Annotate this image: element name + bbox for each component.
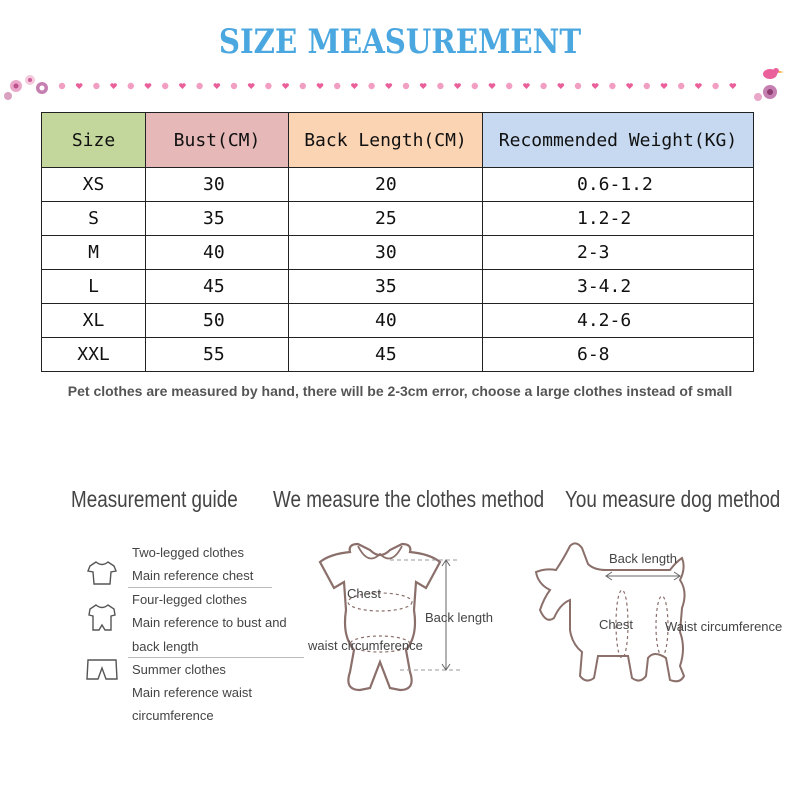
dog-back-length-label: Back length bbox=[609, 551, 677, 566]
cell-weight: 0.6-1.2 bbox=[483, 168, 754, 202]
table-row bbox=[42, 236, 754, 270]
header-recommended-weight: Recommended Weight(KG) bbox=[483, 113, 754, 168]
border-heart bbox=[523, 83, 530, 89]
cell-bust: 50 bbox=[146, 304, 289, 338]
guide-item-line: Main reference to bust and bbox=[132, 615, 287, 630]
cell-back-length: 20 bbox=[289, 168, 483, 202]
measurement-note: Pet clothes are measured by hand, there will be 2-3cm error, choose a large clothes instead of small bbox=[67, 383, 733, 399]
cell-size: XL bbox=[42, 304, 146, 338]
header-size: Size bbox=[42, 113, 146, 168]
border-dot bbox=[712, 83, 718, 89]
border-dot bbox=[506, 83, 512, 89]
clothes-method-heading: We measure the clothes method bbox=[273, 486, 545, 512]
cell-size: XS bbox=[42, 168, 146, 202]
clothes-waist-label: waist circumference bbox=[308, 638, 423, 653]
border-heart bbox=[661, 83, 668, 89]
dog-chest-label: Chest bbox=[599, 617, 633, 632]
table-row bbox=[42, 304, 754, 338]
cell-bust: 35 bbox=[146, 202, 289, 236]
page-title: SIZE MEASUREMENT bbox=[218, 22, 582, 62]
guide-item-line: Main reference chest bbox=[132, 568, 254, 583]
cell-size: S bbox=[42, 202, 146, 236]
guide-item-title: Summer clothes bbox=[132, 662, 226, 677]
border-heart bbox=[179, 83, 186, 89]
cell-back-length: 30 bbox=[289, 236, 483, 270]
table-header-row bbox=[42, 113, 754, 168]
header-back-length: Back Length(CM) bbox=[289, 113, 483, 168]
cell-size: XXL bbox=[42, 338, 146, 372]
cell-weight: 1.2-2 bbox=[483, 202, 754, 236]
border-dot bbox=[540, 83, 546, 89]
border-heart bbox=[317, 83, 324, 89]
border-dot bbox=[334, 83, 340, 89]
cell-bust: 40 bbox=[146, 236, 289, 270]
decorative-dot-border bbox=[0, 64, 800, 108]
border-dot bbox=[59, 83, 65, 89]
header-bust: Bust(CM) bbox=[146, 113, 289, 168]
border-heart bbox=[626, 83, 633, 89]
border-heart bbox=[282, 83, 289, 89]
four-leg-shirt-icon bbox=[86, 603, 118, 633]
border-dot bbox=[368, 83, 374, 89]
border-dot bbox=[644, 83, 650, 89]
border-heart bbox=[557, 83, 564, 89]
border-dot bbox=[300, 83, 306, 89]
table-row bbox=[42, 168, 754, 202]
border-heart bbox=[695, 83, 702, 89]
table-row bbox=[42, 338, 754, 372]
border-heart bbox=[351, 83, 358, 89]
cell-weight: 3-4.2 bbox=[483, 270, 754, 304]
cell-back-length: 25 bbox=[289, 202, 483, 236]
border-dot bbox=[231, 83, 237, 89]
border-heart bbox=[248, 83, 255, 89]
cell-back-length: 40 bbox=[289, 304, 483, 338]
cell-weight: 4.2-6 bbox=[483, 304, 754, 338]
border-heart bbox=[454, 83, 461, 89]
border-heart bbox=[213, 83, 220, 89]
border-heart bbox=[385, 83, 392, 89]
border-dot bbox=[403, 83, 409, 89]
border-heart bbox=[145, 83, 152, 89]
dot-row bbox=[59, 83, 736, 89]
dog-method-heading: You measure dog method bbox=[565, 486, 781, 512]
border-heart bbox=[110, 83, 117, 89]
border-heart bbox=[489, 83, 496, 89]
guide-item-title: Two-legged clothes bbox=[132, 545, 245, 560]
guide-divider bbox=[128, 657, 304, 658]
flower-cluster-left-icon bbox=[4, 75, 48, 100]
cell-bust: 55 bbox=[146, 338, 289, 372]
cell-back-length: 35 bbox=[289, 270, 483, 304]
clothes-outline-icon bbox=[320, 544, 440, 690]
guide-item-line: Main reference waist bbox=[132, 685, 252, 700]
cell-size: M bbox=[42, 236, 146, 270]
cell-size: L bbox=[42, 270, 146, 304]
border-dot bbox=[472, 83, 478, 89]
border-heart bbox=[729, 83, 736, 89]
dog-waist-label: Waist circumference bbox=[665, 619, 783, 634]
guide-item-line: circumference bbox=[132, 708, 214, 723]
measurement-guide-heading: Measurement guide bbox=[71, 486, 238, 512]
guide-divider bbox=[128, 587, 272, 588]
guide-item-title: Four-legged clothes bbox=[132, 592, 247, 607]
border-heart bbox=[592, 83, 599, 89]
clothes-back-length-label: Back length bbox=[425, 610, 493, 625]
border-dot bbox=[575, 83, 581, 89]
border-heart bbox=[420, 83, 427, 89]
border-dot bbox=[609, 83, 615, 89]
border-dot bbox=[678, 83, 684, 89]
table-row bbox=[42, 270, 754, 304]
cell-back-length: 45 bbox=[289, 338, 483, 372]
cell-weight: 6-8 bbox=[483, 338, 754, 372]
clothes-chest-label: Chest bbox=[347, 586, 381, 601]
border-dot bbox=[128, 83, 134, 89]
size-table bbox=[41, 112, 754, 372]
border-dot bbox=[162, 83, 168, 89]
bird-flower-right-icon bbox=[754, 68, 784, 101]
cell-weight: 2-3 bbox=[483, 236, 754, 270]
guide-item-line: back length bbox=[132, 639, 199, 654]
table-row bbox=[42, 202, 754, 236]
border-dot bbox=[196, 83, 202, 89]
cell-bust: 45 bbox=[146, 270, 289, 304]
shorts-icon bbox=[85, 658, 119, 682]
tshirt-icon bbox=[86, 560, 118, 586]
border-dot bbox=[93, 83, 99, 89]
border-heart bbox=[76, 83, 83, 89]
border-dot bbox=[265, 83, 271, 89]
border-dot bbox=[437, 83, 443, 89]
cell-bust: 30 bbox=[146, 168, 289, 202]
